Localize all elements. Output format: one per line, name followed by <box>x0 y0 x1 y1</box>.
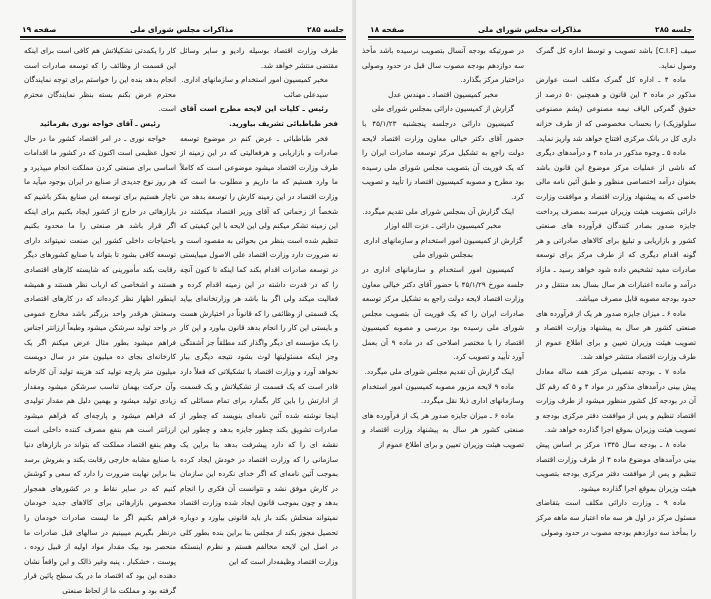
text-column-right <box>536 44 696 540</box>
speaker-heading: رئیس ـ آقای خواجه نوری بفرمائید <box>39 118 161 128</box>
running-head <box>22 23 344 35</box>
page-number: صفحه ۱۹ <box>22 24 57 34</box>
article-paragraph: ماده ۶ ـ میزان جایزه صدور هر یک از فرآورده های صنعتی کشور هر سال به پیشنهاد وزارت اقتصاد و تصویب هیئت وزیران تعیین و برای اطلاع عموم از <box>362 410 524 450</box>
article-paragraph: ماده ۷ ـ بودجه تفصیلی مرکز همه ساله معادل پیش بینی درآمدهای مذکور در مواد ۴ و ۵ که رقم کل آن در بودجه کل کشور منظور میشود از طرف وزارت اقتصاد تنظیم و پس از موافقت دفتر مرکزی بودجه و تصویب هیئت وزیران بموقع اجرا گذارده خواهد شد. <box>536 367 696 435</box>
session-number: جلسه ۲۸۵ <box>655 24 692 34</box>
header-rule-thin <box>20 39 346 40</box>
article-paragraph: ماده ۴ ـ اداره کل گمرک مکلف است عوارض مذکور در ماده ۳ این قانون و همچنین ۵۰ درصد از حقوق گمرکی الیاف نیمه مصنوعی (پشم مصنوعی سلولوزیک) را بحساب مخصوصی که از طرف خزانه داری کل در بانک مرکزی افتتاح خواهد شد واریز نماید. <box>536 75 696 143</box>
paragraph: کمیسیون امور استخدام و سازمانهای اداری در جلسه مورخ ۴۵/۱/۲۹ با حضور آقای دکتر خیالی معاون وزارت اقتصاد لایحه دولت راجع به تشکیل مرکز توسعه صادرات ایران را که یک فوریت آن بتصویب مجلس شورای ملی رسیده بود بررسی و مصوبه کمیسیون اقتصاد را با مختصر اصلاحی که در ماده ۹ آن بعمل آورد تأیید و تصویب کرد. <box>362 264 524 362</box>
signature: سیدعلی صائب <box>283 89 328 99</box>
paragraph: اینک گزارش آن تقدیم مجلس شورای ملی میگردد. <box>364 367 514 377</box>
left-page <box>0 0 355 599</box>
paragraph: مخبر کمیسیون امور استخدام و سازمانهای اداری. <box>181 75 328 85</box>
paragraph: طرف وزارت اقتصاد بوسیله رادیو و سایر وسائل مقتضی منتشر خواهد شد. <box>180 46 338 70</box>
signature: مخبر کمیسیون دارائی ـ عزت الله اوزار <box>384 221 502 231</box>
article-paragraph: ماده ۸ ـ بودجه سال ۱۳۴۵ مرکز بر اساس پیش بینی درآمدهای موضوع ماده ۴ از طرف وزارت اقتصاد تنظیم و پس از موافقت دفتر مرکزی بودجه بتصویب هیئت وزیران بموقع اجرا گذارده میشود. <box>536 440 696 493</box>
text-column-left <box>362 44 524 453</box>
speaker-paragraph: خواجه نوری ـ در امر اقتصاد کشور ما در حال تحول عظیمی است اکنون که در کشور ما اقدامات اساسی برای صنعتی کردن مملکت انجام میپذیرد و هر روز نوع جدیدی از صنایع در ایران بوجود میآید ما ناچار هستیم برای توسعه این صنایع بفکر باشیم که بازارهائی در خارج از کشور ایجاد بکنیم برای اینکه اگر قرار باشد هر صنعتی را ما محدود بکنیم باحتیاجات داخلی کشور این صنعت نمیتواند دارای توسعه کافی بشود تا بتواند با صنایع کشورهای دیگر رقابت بکند مأمورینی که شایسته کارهای اقتصادی هستند و اشخاصی که ارباب نظر هستند و همیشه اینطور اظهار نظر کرده‌اند که در کارهای اقتصادی وسعتش هرقدر واحد بزرگتر باشد مخارج عمومی در واحد تولید سرشکن میشود وطبعاً ارزانتر اجناس فراهم میشود بطور مثال عرض میکنم اگر یک کارخانه‌ای بجای ده میلیون متر در سال دویست میلیون متر پارچه تولید کند هزینه تولید آن کارخانه وآن حرکت بهمان تناسب سرشکن میشود ومقدار زیادی تولید میشود و بهمین دلیل هم مقدار تولیدی که فراهم میشود و پارچه‌ای که فراهم میشود ارزانتر است هم بنفع مصرف کننده داخلی است وهم بنفع اقتصاد مملکت که بتواند در بازارهای دنیا با صنایع مشابه خارجی رقابت بکند و بفروش برسد بنا براین نهایت ضرورت را دارد که سعی و کوشش کنیم که در سایر نقاط و در کشورهای همجوار مخصوص بازارهائی برای کالاهای جدید خودمان فراهم بکنیم اگر ما لیست صادرات خودمان را درنظر بگیریم میبینیم در سالهای قبل صادرات ما منحصر بود بیک مقدار مواد اولیه از قبیل روده ، پوست ، خشکبار ، پنبه وغیر ذالک و این واقعاً نشان دهنده این بود که اقتصاد ما در یک سطح پائین قرار گرفته بود و مملکت ما از لحاظ صنعتی <box>24 133 176 595</box>
paragraph: ماده ۹ لایحه مزبور مصوبه کمیسیون امور استخدام وسازمانهای اداری ذیلا نقل میگردد. <box>362 381 524 406</box>
paragraph: سیف [C.I.F] باشد تصویب و توسط اداره کل گمرک وصول نماید. <box>536 46 696 70</box>
paragraph: در صورتیکه بودجه آنسال بتصویب نرسیده باشد مأخذ سه دوازدهم بودجه مصوب سال قبل در حدود وصولی دراختیار مرکز بگذارد. <box>362 46 524 85</box>
article-paragraph: ماده ۶ ـ میزان جایزه صدور هر یک از فرآورده های صنعتی کشور هر سال به پیشنهاد وزارت اقتصاد و تصویب هیئت وزیران تعیین و برای اطلاع عموم از طرف وزارت اقتصاد منتشر خواهد شد. <box>536 308 696 362</box>
report-heading: گزارش از کمیسیون امور استخدام و سازمانهای اداری بمجلس شورای ملی <box>363 235 523 260</box>
text-column-left <box>24 44 176 599</box>
paragraph: کار را یکمدتی تشکیلاتش هم کافی است برای اینکه این قسمت از وظائف را که توسعه صادرات است انجام بدهد بنده این را خواستم برای توجه نمایندگان محترم عرض بکنم بسته بنظر نمایندگان محترم است. <box>24 46 176 114</box>
paragraph: کمیسیون دارائی درجلسه پنجشنبه ۴۵/۱/۲۳ با حضور آقای دکتر خیالی معاون وزارت اقتصاد لایحه دولت راجع به تشکیل مرکز توسعه صادرات ایران را که یک فوریت آن بتصویب مجلس شورای ملی رسیده بود مطرح و مصوبه کمیسیون اقتصاد را تأیید و تصویب کرد. <box>362 118 524 201</box>
signature: مخبر کمیسیون اقتصاد ـ مهندس عدل <box>388 89 498 99</box>
paragraph: اینک گزارش آن بمجلس شورای ملی تقدیم میگردد. <box>362 206 514 216</box>
report-heading: گزارش از کمیسیون دارائی بمجلس شورای ملی <box>371 104 515 114</box>
article-paragraph: ماده ۵ ـ وجوه مذکور در ماده ۴ و درآمدهای دیگری که ناشی از عملیات مرکز موضوع این قانون باشد بعنوان درآمد اختصاصی منظور و طبق آئین نامه مالی خاصی که به پیشنهاد وزارت اقتصاد و موافقت وزارت دارائی بتصویب هیئت وزیران میرسد بمصرف پرداخت جایزه صدور بصادر کنندگان فرآورده های صنعتی کشور و بازاریابی و تبلیغ برای کالاهای صادراتی و هر گونه اقدام دیگری که از طرف مرکز برای توسعه صادرات مفید تشخیص داده شود خواهد رسید ـ مازاد درآمد و مانده اعتبارات هر سال بسال بعد منتقل و در حدود بودجه مصوبه قابل مصرف میباشد. <box>536 148 696 304</box>
speaker-paragraph: فخر طباطبائی ـ عرض کنم در موضوع توسعه صادرات و بازاریابی و هرفعالیتی که در این زمینه از طرف وزارت اقتصاد میشود موضوعی است که کاملاً ما وارد هستیم که ما داریم و مطلوب ما است که وزارت اقتصاد در این زمینه کارش را توسعه بدهد من شخصاً از زحماتی که آقای وزیر اقتصاد میکشند در این زمینه تشکر میکنم ولی این لایحه با این کیفیتی که تنظیم شده است بنظر من بحوائی به مقصود است و نه ضرورت دارد وزارت اقتصاد علی الاصول میبایستی در توسعه صادرات اقدام بکند کما اینکه تا کنون آنچه را که در قدرت داشته در این زمینه اقدام کرده و فعالیت میکند ولی اگر بنا باشد هر وزارتخانه‌ای بیاید یک قسمتی از وظائفی را که قانوناً در اختیارش هست و بایستی این کار را انجام بدهد قانون بیاورد و این کار را یک مؤسسه ای دیگر واگذار کند مطلقاً جز آشفتگی وجز اینکه مسئولیتها لوث بشود نتیجه دیگری ببار نخواهد آورد و وزارت اقتصاد با تشکیلاتی که فعلاً دارد قادر است که یک قسمت از تشکیلاتش و یک قسمت از ادارتش را باین کار بگمارد برای تمام مسائلی که اینجا نوشته شده آئین نامه‌ای بنویسد که چطور از صادرات تشویق بکند چطور جایزه بدهد و چطور این نقشه ای را که دارد پیشرفت بدهد بنا براین یک سازمانی را که وزارت اقتصاد در خودش ایجاد کرده بموجب آئین نامه‌ای که اگر خدای نکرده این سازمان در کارش موفق نشد و نتوانست آن فکری را انجام بدهد و چون بموجب قانون ایجاد شده وزارت اقتصاد نمیتواند منحلش بکند باز باید قانونی بیاورد و دوباره تحصیل مجوز بکند از مجلس بنا براین بنده بطور کلی در اصل این لایحه مخالفم هستم و نظرم اینستکه وزارت اقتصاد وظیفه‌دار است که این <box>180 133 338 566</box>
running-head <box>370 23 692 35</box>
header-rule-thin <box>368 39 694 40</box>
page-number: صفحه ۱۸ <box>370 24 405 34</box>
session-number: جلسه ۲۸۵ <box>307 24 344 34</box>
article-paragraph: ماده ۹ ـ وزارت دارائی مکلف است بتقاضای مسئول مرکز در اول هر سه ماه اعتبار سه ماهه مرکز را بمأخذ سه دوازدهم بودجه مصوب در حدود وصولی <box>536 498 696 537</box>
publication-title: مذاکرات مجلس شورای ملی <box>130 24 234 34</box>
header-rule <box>368 36 694 38</box>
publication-title: مذاکرات مجلس شورای ملی <box>478 24 582 34</box>
text-column-right <box>180 44 338 569</box>
header-rule <box>20 36 346 38</box>
speaker-paragraph: رئیس ـ کلیات این لایحه مطرح است آقای فخر طباطبائی تشریف بیاورید. <box>180 104 338 128</box>
right-page <box>356 0 711 599</box>
